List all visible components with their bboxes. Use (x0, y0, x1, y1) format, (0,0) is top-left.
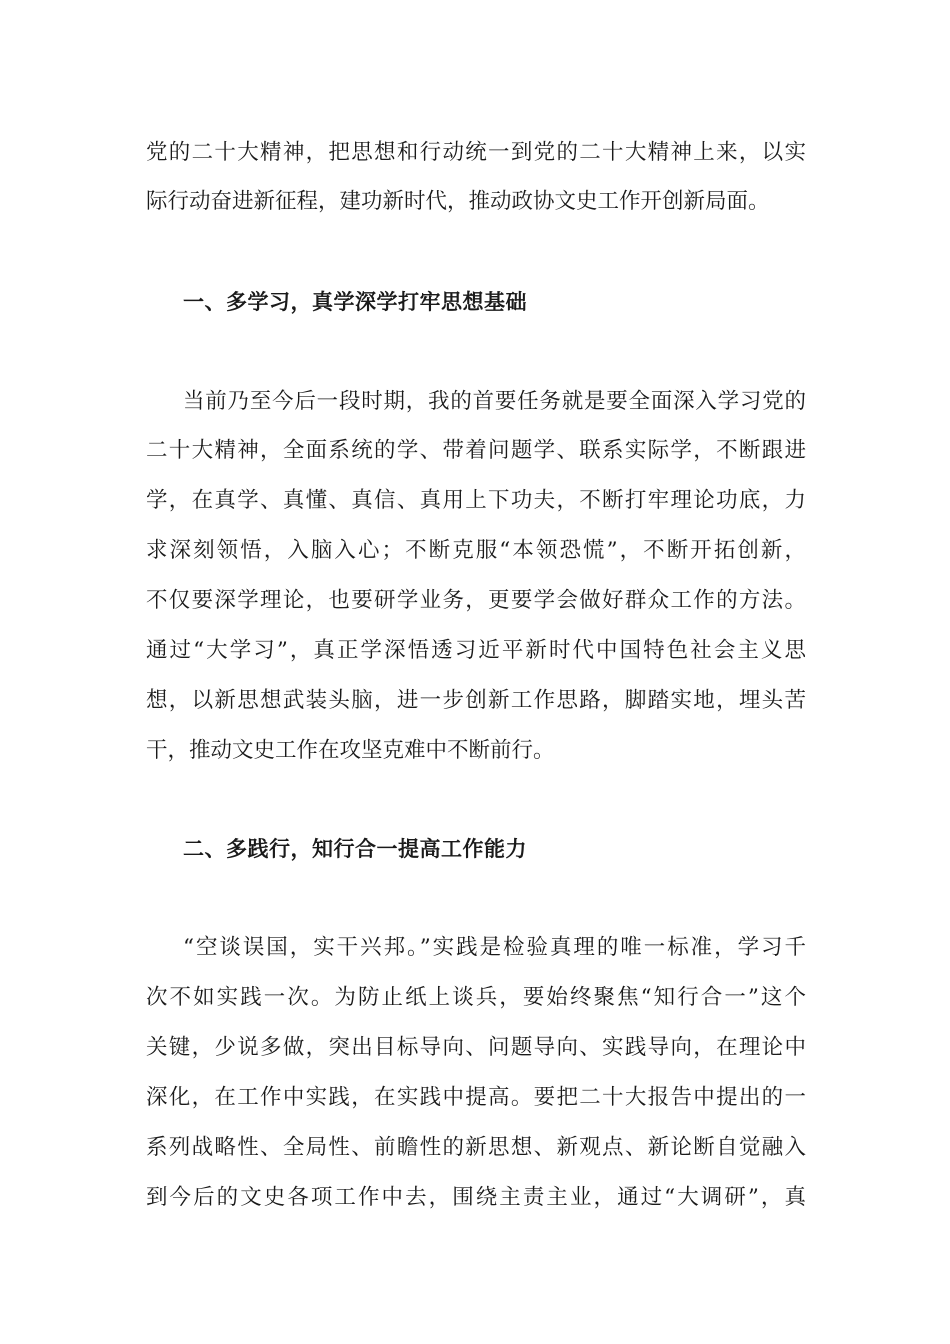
intro-line-1: 党的二十大精神，把思想和行动统一到党的二十大精神上来，以实 (146, 140, 806, 165)
section-1-line-4: 求深刻领悟，入脑入心；不断克服“本领恐慌”，不断开拓创新， (146, 538, 806, 563)
section-2-line-1: “空谈误国，实干兴邦。”实践是检验真理的唯一标准，学习千 (183, 935, 806, 960)
section-1-heading: 一、多学习，真学深学打牢思想基础 (183, 290, 527, 314)
section-1-line-2: 二十大精神，全面系统的学、带着问题学、联系实际学，不断跟进 (146, 438, 806, 463)
section-2-line-4: 深化，在工作中实践，在实践中提高。要把二十大报告中提出的一 (146, 1085, 806, 1110)
section-2-heading: 二、多践行，知行合一提高工作能力 (183, 837, 527, 861)
section-2-line-3: 关键，少说多做，突出目标导向、问题导向、实践导向，在理论中 (146, 1035, 806, 1060)
section-1-line-5: 不仅要深学理论，也要研学业务，更要学会做好群众工作的方法。 (146, 588, 806, 613)
section-2-line-6: 到今后的文史各项工作中去，围绕主责主业，通过“大调研”，真 (146, 1185, 806, 1210)
section-2-line-5: 系列战略性、全局性、前瞻性的新思想、新观点、新论断自觉融入 (146, 1135, 806, 1160)
intro-line-2: 际行动奋进新征程，建功新时代，推动政协文史工作开创新局面。 (146, 189, 770, 214)
section-1-line-3: 学，在真学、真懂、真信、真用上下功夫，不断打牢理论功底，力 (146, 488, 806, 513)
section-1-line-8: 干，推动文史工作在攻坚克难中不断前行。 (146, 738, 555, 763)
section-2-line-2: 次不如实践一次。为防止纸上谈兵，要始终聚焦“知行合一”这个 (146, 985, 806, 1010)
section-1-line-7: 想，以新思想武装头脑，进一步创新工作思路，脚踏实地，埋头苦 (146, 688, 806, 713)
section-1-line-1: 当前乃至今后一段时期，我的首要任务就是要全面深入学习党的 (183, 389, 806, 414)
section-1-line-6: 通过“大学习”，真正学深悟透习近平新时代中国特色社会主义思 (146, 638, 806, 663)
